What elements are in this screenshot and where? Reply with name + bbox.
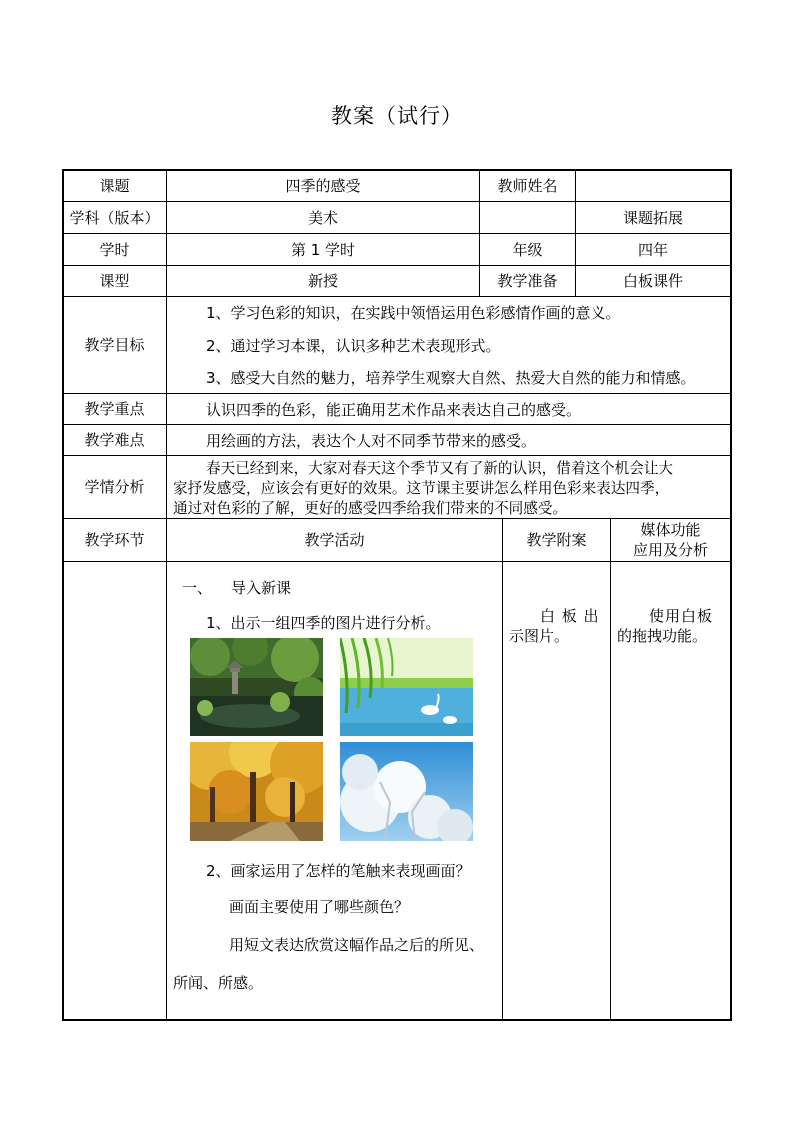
label-analysis: 学情分析 — [84, 478, 145, 496]
header-activity: 教学活动 — [304, 531, 365, 549]
objective-item: 1、学习色彩的知识，在实践中领悟运用色彩感情作画的意义。 — [206, 304, 621, 322]
label-teacher: 教师姓名 — [497, 176, 558, 195]
attachment-line2: 示图片。 — [509, 627, 570, 645]
question-essay-line2: 所闻、所感。 — [173, 974, 264, 992]
winter-snow-image — [340, 742, 473, 841]
attachment-line1: 白 板 出 — [540, 607, 600, 625]
section-number: 一、 — [182, 579, 213, 597]
media-line2: 的拖拽功能。 — [617, 627, 708, 645]
label-key-point: 教学重点 — [84, 400, 145, 418]
label-objectives: 教学目标 — [84, 336, 145, 354]
autumn-forest-image — [190, 742, 323, 841]
label-hours: 学时 — [99, 240, 130, 259]
header-attachment: 教学附案 — [526, 531, 587, 549]
header-stage: 教学环节 — [84, 531, 145, 549]
page-title: 教案（试行） — [331, 104, 463, 128]
subject-value: 美术 — [307, 208, 338, 227]
header-media-line1: 媒体功能 — [640, 521, 701, 539]
section-title: 导入新课 — [231, 579, 292, 597]
step-2: 2、画家运用了怎样的笔触来表现画面？ — [206, 862, 471, 880]
step-1: 1、出示一组四季的图片进行分析。 — [206, 614, 441, 632]
header-media — [611, 519, 730, 561]
question-colors: 画面主要使用了哪些颜色？ — [229, 898, 410, 916]
teacher-value — [576, 170, 730, 201]
label-subject: 学科（版本） — [69, 208, 160, 227]
difficulty-text: 用绘画的方法，表达个人对不同季节带来的感受。 — [206, 432, 537, 450]
label-topic: 课题 — [99, 176, 130, 195]
header-media-line2: 应用及分析 — [632, 541, 708, 559]
grade-value: 四年 — [637, 240, 668, 259]
key-point-text: 认识四季的色彩，能正确用艺术作品来表达自己的感受。 — [206, 401, 582, 419]
label-grade: 年级 — [512, 240, 543, 259]
label-prep: 教学准备 — [497, 272, 558, 290]
analysis-line: 通过对色彩的了解，更好的感受四季给我们带来的不同感受。 — [173, 500, 568, 517]
topic-value: 四季的感受 — [285, 176, 361, 195]
hours-value: 第 1 学时 — [290, 240, 356, 259]
summer-garden-image — [190, 638, 323, 736]
label-type: 课型 — [99, 272, 130, 290]
analysis-line: 家抒发感受，应该会有更好的效果。这节课主要讲怎么样用色彩来表达四季， — [173, 480, 670, 497]
objective-item: 3、感受大自然的魅力，培养学生观察大自然、热爱大自然的能力和情感。 — [206, 369, 696, 387]
prep-value: 白板课件 — [622, 272, 683, 290]
extension-label: 课题拓展 — [622, 208, 683, 227]
spring-willow-image — [340, 638, 473, 736]
subject-blank — [480, 202, 575, 233]
analysis-line: 春天已经到来，大家对春天这个季节又有了新的认识，借着这个机会让大 — [206, 460, 674, 477]
label-difficulty: 教学难点 — [84, 431, 145, 449]
type-value: 新授 — [307, 272, 338, 290]
question-essay-line1: 用短文表达欣赏这幅作品之后的所见、 — [229, 936, 485, 954]
objective-item: 2、通过学习本课，认识多种艺术表现形式。 — [206, 337, 501, 355]
media-line1: 使用白板 — [649, 607, 714, 625]
